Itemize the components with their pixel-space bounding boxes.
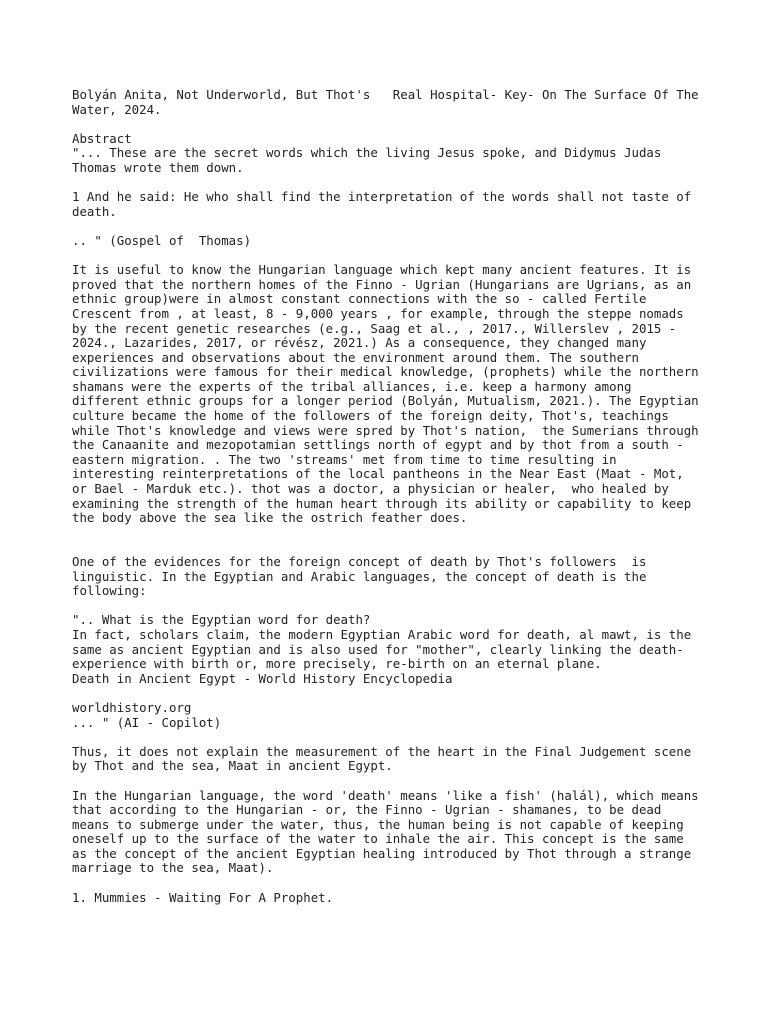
quote-intro: "... These are the secret words which the living Jesus spoke, and Didymus Judas Thomas wrote them down. [72,145,669,175]
abstract-heading: Abstract [72,130,132,146]
document-page [72,87,707,920]
paragraph-evidence-death: One of the evidences for the foreign concept of death by Thot's followers is linguistic. In the Egyptian and Arabic languages, the concept of death is the following: [72,554,654,599]
paragraph-final-judgement: Thus, it does not explain the measurement of the heart in the Final Judgement scene by Thot and the sea, Maat in ancient Egypt. [72,743,699,774]
ai-quote-question: ".. What is the Egyptian word for death? [72,612,371,628]
paragraph-hungarian-language: It is useful to know the Hungarian language which kept many ancient features. It is proved that the northern homes of the Finno - Ugrian (Hungarians are Ugrians, as an ethnic group)were in almost constant connections with the so - called Fertile Crescent from , at least, 8 - 9,000 years , for example, through the steppe nomads by the recent genetic researches (e.g., Saag et al., , 2017., Willerslev , 2015 - 2024., Lazarides, 2017, or révész, 2021.) As a consequence, they changed many experiences and observations about the environment around them. The southern civilizations were famous for their medical knowledge, (prophets) while the northern shamans were the experts of the tribal alliances, i.e. keep a harmony among different ethnic groups for a longer period (Bolyán, Mutualism, 2021.). The Egyptian culture became the home of the followers of the foreign deity, Thot's, teachings while Thot's knowledge and views were spred by Thot's nation, the Sumerians through the Canaanite and mezopotamian settlings north of egypt and by thot from a south - eastern migration. . The two 'streams' met from time to time resulting in interesting reinterpretations of the local pantheons in the Near East (Maat - Mot, or Bael - Marduk etc.). thot was a doctor, a physician or healer, who healed by examining the strength of the human heart through its ability or capability to keep the body above the sea like the ostrich feather does. [72,262,707,526]
ai-quote-answer: In fact, scholars claim, the modern Egyptian Arabic word for death, al mawt, is the same as ancient Egyptian and is also used for "mother", clearly linking the death-experience with birth or, more precisely, re-birth on an eternal plane. [72,626,699,672]
ai-quote-link: Death in Ancient Egypt - World History Encyclopedia [72,670,453,686]
paragraph-hungarian-death: In the Hungarian language, the word 'death' means 'like a fish' (halál), which means that according to the Hungarian - or, the Finno - Ugrian - shamanes, to be dead means to submerge under the water, thus, the human being is not capable of keeping oneself up to the surface of the water to inhale the air. This concept is the same as the concept of the ancient Egyptian healing introduced by Thot through a strange marriage to the sea, Maat). [72,787,707,876]
quote-source: .. " (Gospel of Thomas) [72,232,252,248]
quote-saying: 1 And he said: He who shall find the interpretation of the words shall not taste of death. [72,189,699,219]
document-title: Bolyán Anita, Not Underworld, But Thot's Real Hospital- Key- On The Surface Of The Water, 2024. [72,87,707,117]
ai-quote-source: ... " (AI - Copilot) [72,714,222,730]
ai-quote-site: worldhistory.org [72,699,192,715]
section-heading-mummies: 1. Mummies - Waiting For A Prophet. [72,889,334,905]
